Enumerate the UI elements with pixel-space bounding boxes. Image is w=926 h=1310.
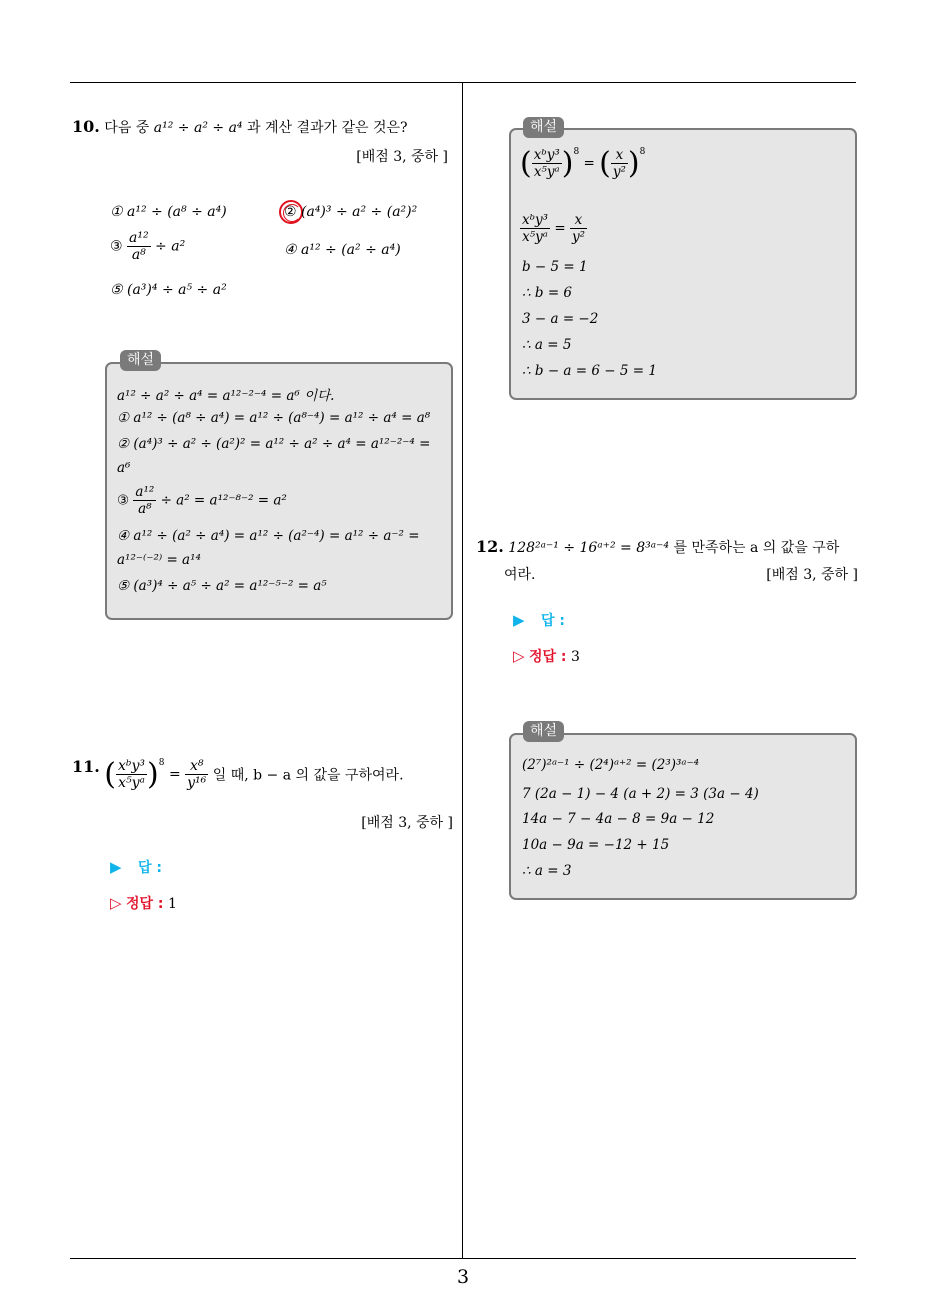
q11-answer-row[interactable] <box>110 857 162 877</box>
q11-sol-line-2-eq: = <box>554 220 566 237</box>
q11-sol-line-3: b − 5 = 1 <box>522 259 588 275</box>
q12-sol-line-5: ∴ a = 3 <box>522 863 572 879</box>
q11-sol-paren-close-2: ) <box>627 146 640 181</box>
q10-choice-3-num: a¹² <box>129 230 149 246</box>
q12-answer-label: 답 : <box>541 613 565 629</box>
q11-equals: = <box>168 766 181 783</box>
outline-triangle-icon: ▷ <box>110 894 122 912</box>
q10-choice-3-mark: ③ <box>110 238 123 255</box>
q11-sol-line-5: 3 − a = −2 <box>522 311 599 327</box>
top-rule <box>70 82 856 83</box>
play-triangle-icon: ▶ <box>110 858 122 876</box>
q11-prompt <box>72 757 404 792</box>
q10-score: [배점 3, 중하 ] <box>356 149 448 165</box>
q12-correct-label: 정답 : <box>529 649 567 665</box>
q12-prompt <box>476 537 839 557</box>
q10-prompt-pre: 다음 중 <box>104 120 150 136</box>
page-number: 3 <box>456 1266 470 1288</box>
q11-correct-row <box>110 893 177 913</box>
outline-triangle-icon: ▷ <box>513 647 525 665</box>
q11-sol-line-2-num: xᵇy³ <box>522 212 549 228</box>
q11-score: [배점 3, 중하 ] <box>361 815 453 831</box>
q10-solution-label: 해설 <box>120 350 161 371</box>
q10-choice-3-rest: ÷ a² <box>155 238 186 255</box>
q11-rhs-num: x⁸ <box>185 758 208 775</box>
q11-close-paren: ) <box>147 757 159 792</box>
q10-choice-2[interactable] <box>284 204 417 220</box>
q10-choice-3-fraction <box>127 230 151 263</box>
q10-sol-line-2: ① a¹² ÷ (a⁸ ÷ a⁴) = a¹² ÷ (a⁸⁻⁴) = a¹² ÷ a⁴ = a⁸ <box>117 410 431 426</box>
q11-sol-line-7: ∴ b − a = 6 − 5 = 1 <box>522 363 657 379</box>
q11-number: 11. <box>72 757 100 776</box>
q10-choice-4[interactable] <box>284 242 401 258</box>
q12-prompt-post: 를 만족하는 a 의 값을 구하 <box>673 540 840 556</box>
q11-sol-line-1-exp: 8 <box>573 147 580 157</box>
q11-sol-line-1 <box>520 146 645 181</box>
q12-sol-line-4: 10a − 9a = −12 + 15 <box>522 837 670 853</box>
q11-rhs-fraction <box>185 758 208 791</box>
q10-sol-line-4-mark: ③ <box>117 492 130 509</box>
q10-prompt-post: 과 계산 결과가 같은 것은? <box>247 120 408 136</box>
q11-rhs-den: y¹⁶ <box>187 775 207 791</box>
q10-sol-line-4-rest: ÷ a² = a¹²⁻⁸⁻² = a² <box>160 492 287 509</box>
q10-choice-3[interactable] <box>110 230 185 263</box>
q10-choice-5[interactable] <box>110 282 227 298</box>
q10-sol-line-3: ② (a⁴)³ ÷ a² ÷ (a²)² = a¹² ÷ a² ÷ a⁴ = a¹²⁻²⁻⁴ = <box>117 436 431 452</box>
q11-sol-line-2-frac <box>520 212 550 245</box>
q10-sol-line-4-num: a¹² <box>135 484 155 500</box>
q11-sol-paren-open: ( <box>520 146 532 181</box>
q10-sol-line-4-den: a⁸ <box>138 501 152 517</box>
q11-correct-value: 1 <box>167 896 177 912</box>
q11-sol-line-1-num: xᵇy³ <box>533 147 560 163</box>
q11-lhs-exp: 8 <box>158 758 165 768</box>
q11-sol-paren-close: ) <box>561 146 574 181</box>
play-triangle-icon: ▶ <box>513 611 525 629</box>
q10-sol-line-4-fraction <box>133 484 156 517</box>
q12-sol-line-2: 7 (2a − 1) − 4 (a + 2) = 3 (3a − 4) <box>522 786 759 802</box>
q12-correct-row <box>513 646 580 666</box>
q11-sol-paren-open-2: ( <box>599 146 611 181</box>
q10-sol-line-3b: a⁶ <box>117 460 131 476</box>
q11-sol-line-1-rexp: 8 <box>639 147 646 157</box>
q10-number: 10. <box>72 117 100 136</box>
q10-choice-3-den: a⁸ <box>131 247 146 263</box>
q10-sol-line-1: a¹² ÷ a² ÷ a⁴ = a¹²⁻²⁻⁴ = a⁶ 이다. <box>117 388 335 404</box>
q11-prompt-post: 일 때, b − a 의 값을 구하여라. <box>212 767 404 784</box>
q12-prompt-expr: 128²ᵃ⁻¹ ÷ 16ᵃ⁺² = 8³ᵃ⁻⁴ <box>508 540 670 556</box>
q11-sol-line-1-rnum: x <box>611 147 628 164</box>
q12-sol-line-1: (2⁷)²ᵃ⁻¹ ÷ (2⁴)ᵃ⁺² = (2³)³ᵃ⁻⁴ <box>522 757 700 773</box>
q12-solution-label: 해설 <box>523 721 564 742</box>
q11-sol-line-1-den: x⁵yᵃ <box>533 164 560 180</box>
q10-choice-1-text: ① a¹² ÷ (a⁸ ÷ a⁴) <box>110 204 227 220</box>
q11-correct-label: 정답 : <box>126 896 164 912</box>
column-divider <box>462 82 463 1258</box>
q11-sol-line-2-rden: y² <box>571 229 586 245</box>
q10-sol-line-5: ④ a¹² ÷ (a² ÷ a⁴) = a¹² ÷ (a²⁻⁴) = a¹² ÷ a⁻² = <box>117 528 420 544</box>
q11-lhs-den: x⁵yᵃ <box>118 775 145 791</box>
q10-prompt-expr: a¹² ÷ a² ÷ a⁴ <box>153 120 243 136</box>
q12-sol-line-3: 14a − 7 − 4a − 8 = 9a − 12 <box>522 811 715 827</box>
q12-number: 12. <box>476 537 504 556</box>
q11-sol-line-4: ∴ b = 6 <box>522 285 573 301</box>
q10-choice-5-text: ⑤ (a³)⁴ ÷ a⁵ ÷ a² <box>110 282 227 298</box>
q11-sol-line-2-rnum: x <box>570 212 587 229</box>
bottom-rule <box>70 1258 856 1259</box>
q11-solution-label: 해설 <box>523 117 564 138</box>
q12-correct-value: 3 <box>570 649 580 665</box>
q11-sol-line-1-rden: y² <box>612 164 626 180</box>
q10-choice-1[interactable] <box>110 204 227 220</box>
q11-sol-line-2-rfrac <box>570 212 587 245</box>
q10-prompt <box>72 117 408 137</box>
q11-sol-line-2-den: x⁵yᵃ <box>522 229 548 245</box>
q11-open-paren: ( <box>104 757 117 792</box>
q10-sol-line-5b: a¹²⁻⁽⁻²⁾ = a¹⁴ <box>117 552 201 568</box>
q10-choice-4-text: ④ a¹² ÷ (a² ÷ a⁴) <box>284 242 401 258</box>
q12-score: [배점 3, 중하 ] <box>766 567 858 583</box>
q11-sol-line-1-frac <box>532 147 562 180</box>
q10-sol-line-4 <box>117 484 287 517</box>
q12-prompt-line2: 여라. <box>504 567 536 583</box>
q11-sol-line-1-rfrac <box>611 147 628 180</box>
q11-sol-line-2 <box>520 212 587 245</box>
q10-sol-line-6: ⑤ (a³)⁴ ÷ a⁵ ÷ a² = a¹²⁻⁵⁻² = a⁵ <box>117 578 327 594</box>
q10-choice-2-mark: ② <box>284 204 297 220</box>
q11-sol-line-6: ∴ a = 5 <box>522 337 572 353</box>
q10-choice-2-text: (a⁴)³ ÷ a² ÷ (a²)² <box>301 204 418 220</box>
q11-answer-label: 답 : <box>138 860 162 876</box>
q12-answer-row[interactable] <box>513 610 565 630</box>
q11-lhs-fraction <box>116 758 147 791</box>
q11-lhs-num: xᵇy³ <box>118 758 146 774</box>
q11-sol-line-1-eq: = <box>583 155 595 172</box>
